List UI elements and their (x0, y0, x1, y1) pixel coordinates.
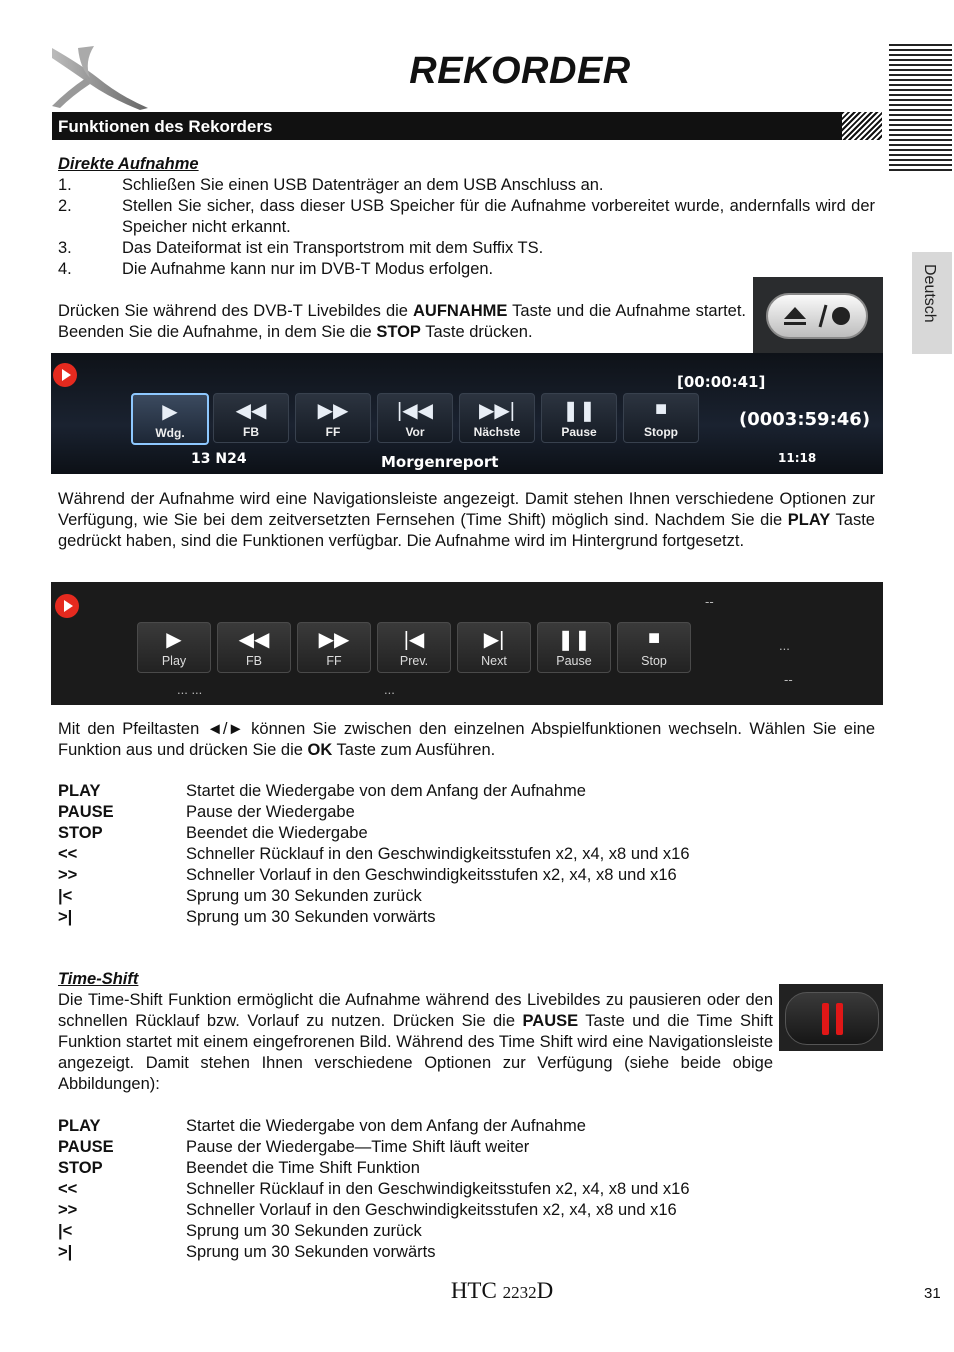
next-icon: ▶▶| (479, 400, 515, 422)
channel-name: 13 N24 (191, 451, 247, 467)
nav-button-stop[interactable] (623, 393, 699, 443)
nav-button-fast-forward[interactable] (295, 393, 371, 443)
record-instructions: Drücken Sie während des DVB-T Livebildes die AUFNAHME Taste und die Aufnahme startet. Beenden Sie die Aufnahme, in dem Sie die STOP Taste drücken. (58, 302, 746, 341)
nav-button-rewind[interactable] (217, 622, 291, 673)
nav-button-label: Stopp (644, 425, 678, 439)
nav-button-label: Nächste (473, 425, 521, 439)
step-text: Das Dateiformat ist ein Transportstrom mit dem Suffix TS. (122, 239, 544, 257)
key-description: Sprung um 30 Sekunden vorwärts (186, 1243, 436, 1261)
play-icon: ▶ (166, 629, 182, 651)
nav-button-label: Pause (561, 425, 597, 439)
step-number: 1. (58, 176, 72, 194)
nav-button-next[interactable] (457, 622, 531, 673)
timeshift-paragraph: Die Time-Shift Funktion ermöglicht die Aufnahme während des Livebildes zu pausieren oder den schnellen Rücklauf bzw. Vorlauf zu nutzen. Drücken Sie die PAUSE Taste und die Time Shift Funktion startet mit einem eingefrorenen Bild. Während des Time Shift wird eine Navigationsleiste angezeigt. Damit stehen Ihnen verschiedene Optionen zur Verfügung (siehe beide obige Abbildungen): (58, 991, 773, 1093)
nav-button-fast-forward[interactable] (297, 622, 371, 673)
key-description: Sprung um 30 Sekunden zurück (186, 887, 422, 905)
stop-icon: ■ (654, 398, 668, 420)
section-hatch (842, 112, 882, 140)
step-number: 2. (58, 197, 72, 215)
rewind-icon: ◀◀ (238, 629, 270, 651)
play-icon: ▶ (162, 401, 178, 423)
key-description: Sprung um 30 Sekunden zurück (186, 1222, 422, 1240)
key-name: PAUSE (58, 803, 114, 821)
key-name: >| (58, 908, 73, 926)
key-name: >> (58, 866, 78, 884)
nav-button-label: FF (326, 654, 342, 668)
pause-icon: ❚❚ (562, 400, 596, 422)
key-name: << (58, 1180, 78, 1198)
program-placeholder: ... (384, 682, 395, 697)
program-name: Morgenreport (381, 453, 499, 471)
nav-button-pause[interactable] (541, 393, 617, 443)
nav-button-label: Vor (405, 425, 425, 439)
key-name: |< (58, 887, 73, 905)
nav-button-label: FB (246, 654, 262, 668)
nav-button-previous[interactable] (377, 393, 453, 443)
nav-button-label: FB (243, 425, 259, 439)
previous-icon: |◀ (403, 629, 425, 651)
key-name: >| (58, 1243, 73, 1261)
key-name: STOP (58, 824, 103, 842)
fast-forward-icon: ▶▶ (318, 629, 350, 651)
next-icon: ▶| (483, 629, 505, 651)
arrow-keys-paragraph: Mit den Pfeiltasten ◄/► können Sie zwischen den einzelnen Abspielfunktionen wechseln. Wählen Sie eine Funktion aus und drücken Sie die OK Taste zum Ausführen. (58, 720, 875, 759)
key-description: Sprung um 30 Sekunden vorwärts (186, 908, 436, 926)
timeshift-navigation-screenshot (51, 582, 883, 705)
stop-icon: ■ (647, 627, 661, 649)
navigation-paragraph: Während der Aufnahme wird eine Navigationsleiste angezeigt. Damit stehen Ihnen verschiedene Optionen zur Verfügung, wie Sie bei dem zeitversetzten Fernsehen (Time Shift) möglich sind. Nachdem Sie die PLAY Taste gedrückt haben, sind die Funktionen verfügbar. Die Aufnahme wird im Hintergrund fortgesetzt. (58, 490, 875, 550)
key-description: Startet die Wiedergabe von dem Anfang der Aufnahme (186, 782, 586, 800)
language-tab (912, 252, 952, 354)
key-description: Pause der Wiedergabe—Time Shift läuft weiter (186, 1138, 530, 1156)
nav-button-label: Stop (641, 654, 667, 668)
section-heading: Funktionen des Rekorders (52, 112, 880, 140)
step-text: Schließen Sie einen USB Datenträger an dem USB Anschluss an. (122, 176, 604, 194)
fast-forward-icon: ▶▶ (317, 400, 349, 422)
nav-button-rewind[interactable] (213, 393, 289, 443)
timeshift-heading: Time-Shift (58, 970, 139, 988)
pause-button-image (779, 984, 883, 1051)
nav-button-next[interactable] (459, 393, 535, 443)
key-name: STOP (58, 1159, 103, 1177)
key-description: Schneller Vorlauf in den Geschwindigkeitsstufen x2, x4, x8 und x16 (186, 1201, 677, 1219)
record-button-image (753, 277, 883, 353)
nav-button-label: Prev. (399, 654, 429, 668)
key-name: PLAY (58, 1117, 101, 1135)
clock: 11:18 (778, 451, 817, 465)
key-description: Beendet die Time Shift Funktion (186, 1159, 420, 1177)
step-text: Stellen Sie sicher, dass dieser USB Speicher für die Aufnahme vorbereitet wurde, andernfalls wird der Speicher nicht erkannt. (122, 197, 875, 236)
nav-button-label: FF (325, 425, 341, 439)
pause-icon (785, 992, 879, 1045)
model-name: HTC 2232D (450, 1278, 554, 1303)
recording-navigation-screenshot (51, 353, 883, 474)
key-list-timeshift (58, 1116, 875, 1266)
key-name: |< (58, 1222, 73, 1240)
key-description: Schneller Rücklauf in den Geschwindigkeitsstufen x2, x4, x8 und x16 (186, 845, 690, 863)
page-title: REKORDER (409, 50, 631, 92)
direct-heading: Direkte Aufnahme (58, 155, 199, 173)
step-number: 3. (58, 239, 72, 257)
rewind-icon: ◀◀ (235, 400, 267, 422)
key-description: Startet die Wiedergabe von dem Anfang der Aufnahme (186, 1117, 586, 1135)
status-placeholder: -- (705, 594, 714, 609)
step-text: Die Aufnahme kann nur im DVB-T Modus erfolgen. (122, 260, 494, 278)
key-name: >> (58, 1201, 78, 1219)
clock-placeholder: -- (784, 672, 793, 687)
nav-button-label: Play (161, 654, 187, 668)
record-indicator-icon (53, 363, 77, 387)
key-description: Pause der Wiedergabe (186, 803, 355, 821)
nav-button-previous[interactable] (377, 622, 451, 673)
eject-record-icon (766, 293, 868, 339)
previous-icon: |◀◀ (397, 400, 433, 422)
nav-button-label: Pause (556, 654, 592, 668)
nav-button-play[interactable] (137, 622, 211, 673)
key-name: << (58, 845, 78, 863)
nav-button-pause[interactable] (537, 622, 611, 673)
pause-icon: ❚❚ (557, 629, 591, 651)
record-indicator-icon (55, 594, 79, 618)
key-name: PLAY (58, 782, 101, 800)
nav-button-stop[interactable] (617, 622, 691, 673)
key-name: PAUSE (58, 1138, 114, 1156)
channel-placeholder: ... ... (177, 682, 203, 697)
language-label: Deutsch (921, 264, 938, 323)
total-time: (0003:59:46) (739, 409, 871, 430)
key-description: Schneller Rücklauf in den Geschwindigkeitsstufen x2, x4, x8 und x16 (186, 1180, 690, 1198)
steps-list (58, 175, 875, 283)
header-stripes (889, 44, 952, 172)
step-number: 4. (58, 260, 72, 278)
time-placeholder: ... (779, 638, 790, 653)
nav-button-label: Wdg. (155, 426, 185, 440)
nav-button-play[interactable] (131, 393, 209, 445)
key-description: Schneller Vorlauf in den Geschwindigkeitsstufen x2, x4, x8 und x16 (186, 866, 677, 884)
elapsed-time: [00:00:41] (677, 373, 766, 391)
page-number: 31 (924, 1285, 941, 1302)
key-list-recording (58, 781, 875, 931)
key-description: Beendet die Wiedergabe (186, 824, 368, 842)
nav-button-label: Next (481, 654, 507, 668)
